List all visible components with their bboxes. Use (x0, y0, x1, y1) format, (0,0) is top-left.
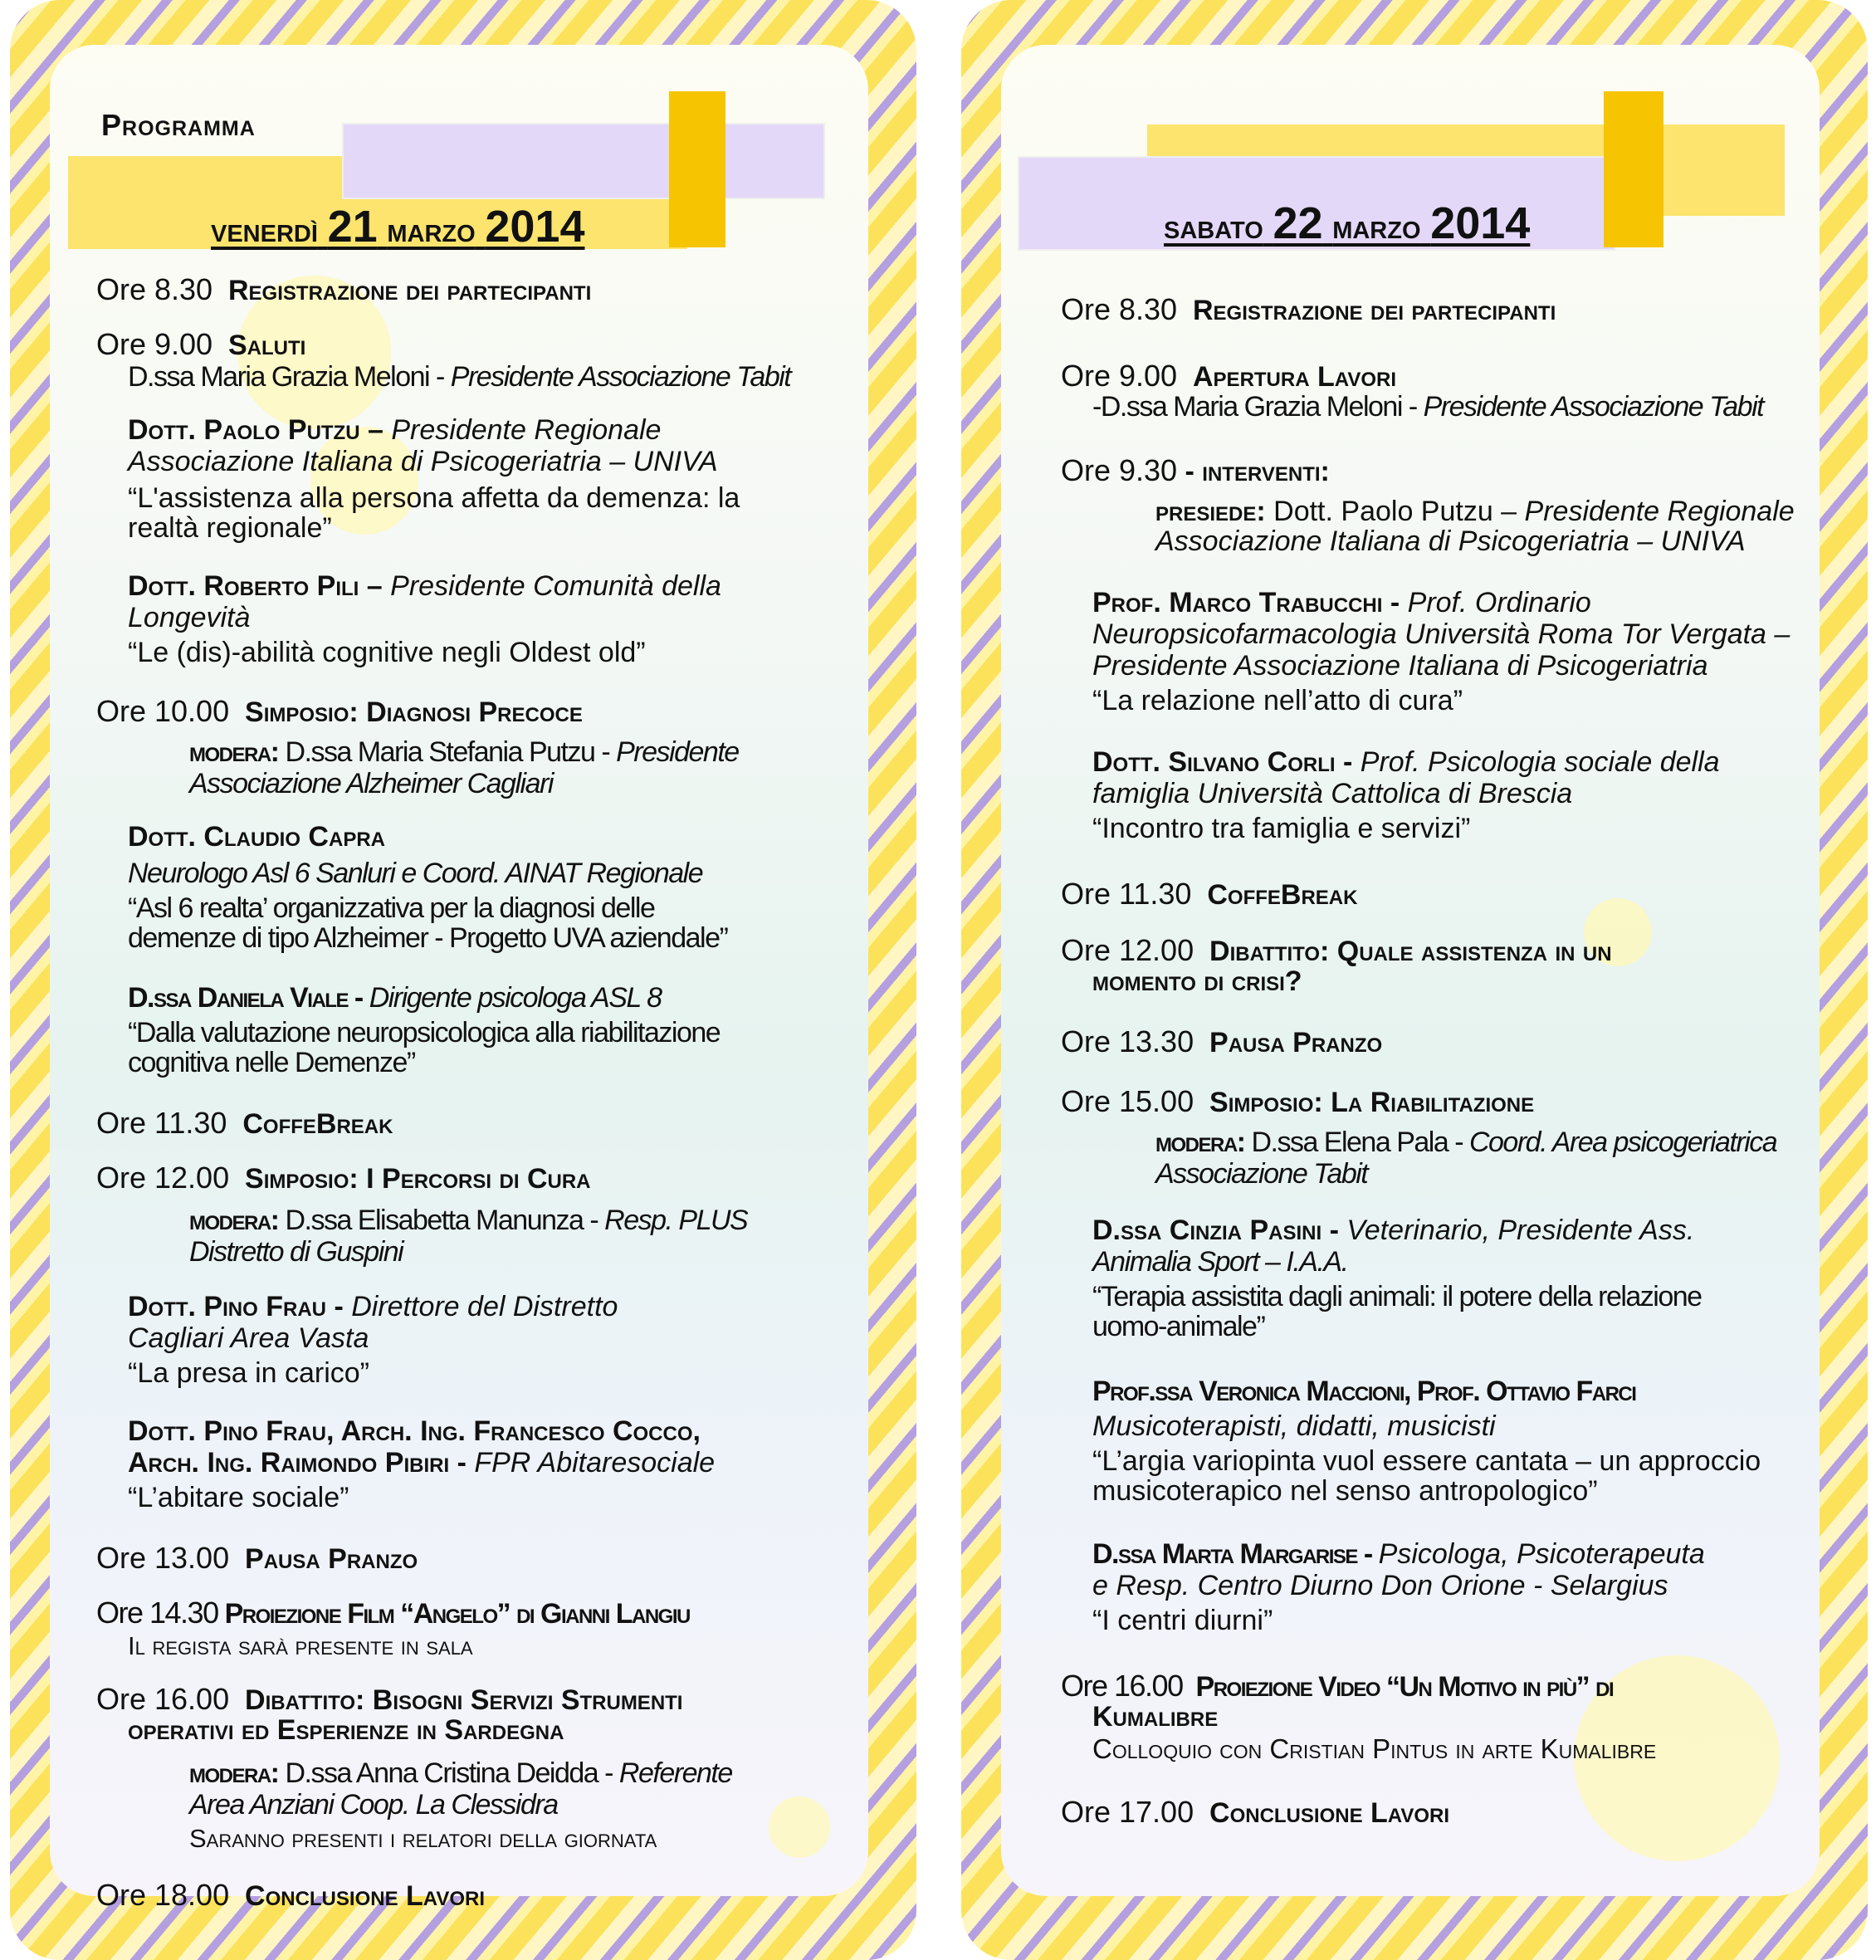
day-title-saturday: sabato 22 marzo 2014 (1164, 198, 1531, 248)
schedule-title-cont: operativi ed Esperienze in Sardegna (128, 1714, 564, 1746)
talk-title: “Le (dis)-abilità cognitive negli Oldest old” (128, 637, 646, 668)
schedule-item: Ore 16.00 Dibattito: Bisogni Servizi Strumenti (96, 1682, 683, 1716)
speaker-role: Cagliari Area Vasta (128, 1322, 369, 1354)
speaker-line: D.ssa Maria Grazia Meloni - Presidente Associazione Tabit (128, 361, 791, 393)
speaker-role: famiglia Università Cattolica di Brescia (1092, 778, 1573, 809)
speaker-line: -D.ssa Maria Grazia Meloni - Presidente Associazione Tabit (1092, 391, 1764, 423)
speaker-line: Dott. Silvano Corli - Prof. Psicologia sociale della (1092, 746, 1720, 778)
talk-title: “Asl 6 realta’ organizzativa per la diagnosi delle (128, 892, 655, 924)
talk-title: “L’abitare sociale” (128, 1482, 349, 1513)
schedule-title-cont: Kumalibre (1092, 1701, 1219, 1733)
speaker-name: Dott. Claudio Capra (128, 821, 385, 853)
schedule-item: Ore 14.30 Proiezione Film “Angelo” di Gianni Langiu (96, 1596, 690, 1630)
header-gold-bar (1604, 91, 1663, 247)
speaker-line: Dott. Paolo Putzu – Presidente Regionale (128, 414, 662, 446)
speaker-role: Animalia Sport – I.A.A. (1092, 1246, 1348, 1278)
talk-title: uomo-animale” (1092, 1311, 1265, 1342)
schedule-item: Ore 10.00 Simposio: Diagnosi Precoce (96, 694, 583, 728)
speaker-line: Arch. Ing. Raimondo Pibiri - FPR Abitaresociale (128, 1447, 716, 1479)
speaker-line: D.ssa Cinzia Pasini - Veterinario, Presidente Ass. (1092, 1215, 1695, 1246)
talk-title: “Incontro tra famiglia e servizi” (1092, 813, 1471, 844)
header-gold-bar (669, 91, 725, 247)
moderator-line: modera: D.ssa Elisabetta Manunza - Resp. PLUS (189, 1205, 748, 1236)
note-line: Il regista sarà presente in sala (128, 1631, 473, 1660)
schedule-item: Ore 12.00 Dibattito: Quale assistenza in un (1061, 933, 1612, 967)
talk-title: “La presa in carico” (128, 1357, 370, 1389)
schedule-item: Ore 8.30 Registrazione dei partecipanti (96, 272, 592, 306)
speaker-name: Dott. Pino Frau, Arch. Ing. Francesco Cocco, (128, 1415, 701, 1447)
speaker-line: Prof. Marco Trabucchi - Prof. Ordinario (1092, 587, 1591, 618)
speaker-role: Presidente Associazione Italiana di Psicogeriatria (1092, 650, 1708, 682)
moderator-role: Associazione Alzheimer Cagliari (189, 768, 553, 799)
talk-title: realtà regionale” (128, 512, 332, 544)
schedule-item: Ore 17.00 Conclusione Lavori (1061, 1795, 1450, 1829)
decorative-circle (769, 1796, 830, 1858)
moderator-line: presiede: Dott. Paolo Putzu – Presidente Regionale (1155, 496, 1795, 527)
talk-title: “Terapia assistita dagli animali: il potere della relazione (1092, 1281, 1702, 1312)
schedule-item: Ore 18.00 Conclusione Lavori (96, 1878, 486, 1912)
schedule-item: Ore 15.00 Simposio: La Riabilitazione (1061, 1084, 1535, 1118)
talk-title: “L'assistenza alla persona affetta da demenza: la (128, 482, 740, 514)
schedule-item: Ore 16.00 Proiezione Video “Un Motivo in più” di (1061, 1669, 1614, 1703)
moderator-line: modera: D.ssa Elena Pala - Coord. Area psicogeriatrica (1155, 1127, 1777, 1158)
day-title-friday: venerdì 21 marzo 2014 (211, 202, 585, 252)
speaker-role: Musicoterapisti, didatti, musicisti (1092, 1410, 1496, 1442)
speaker-line: Dott. Roberto Pili – Presidente Comunità della (128, 570, 721, 602)
moderator-role: Associazione Italiana di Psicogeriatria – UNIVA (1155, 525, 1746, 557)
moderator-role: Distretto di Guspini (189, 1236, 403, 1268)
schedule-item: Ore 11.30 CoffeBreak (96, 1106, 393, 1140)
schedule-item: Ore 13.00 Pausa Pranzo (96, 1541, 418, 1575)
talk-title: cognitiva nelle Demenze” (128, 1047, 415, 1078)
schedule-title-cont: momento di crisi? (1092, 965, 1302, 997)
schedule-item: Ore 9.00 Saluti (96, 327, 306, 361)
schedule-item: Ore 9.30 - interventi: (1061, 453, 1330, 487)
moderator-line: modera: D.ssa Anna Cristina Deidda - Referente (189, 1757, 732, 1789)
talk-title: demenze di tipo Alzheimer - Progetto UVA aziendale” (128, 922, 728, 954)
talk-title: “Dalla valutazione neuropsicologica alla riabilitazione (128, 1017, 721, 1048)
moderator-line: modera: D.ssa Maria Stefania Putzu - Presidente (189, 736, 739, 768)
schedule-item: Ore 12.00 Simposio: I Percorsi di Cura (96, 1161, 591, 1195)
note-line: Colloquio con Cristian Pintus in arte Kumalibre (1092, 1733, 1657, 1764)
talk-title: musicoterapico nel senso antropologico” (1092, 1475, 1598, 1507)
talk-title: “L’argia variopinta vuol essere cantata – un approccio (1092, 1445, 1761, 1477)
moderator-role: Area Anziani Coop. La Clessidra (189, 1789, 558, 1821)
speaker-line: D.ssa Marta Margarise - Psicologa, Psicoterapeuta (1092, 1538, 1705, 1570)
schedule-item: Ore 8.30 Registrazione dei partecipanti (1061, 292, 1556, 326)
schedule-item: Ore 13.30 Pausa Pranzo (1061, 1024, 1383, 1058)
talk-title: “I centri diurni” (1092, 1605, 1273, 1636)
talk-title: “La relazione nell’atto di cura” (1092, 685, 1463, 716)
schedule-item: Ore 11.30 CoffeBreak (1061, 877, 1358, 911)
speaker-name: Prof.ssa Veronica Maccioni, Prof. Ottavio Farci (1092, 1376, 1636, 1407)
speaker-role: e Resp. Centro Diurno Don Orione - Selargius (1092, 1570, 1668, 1601)
speaker-line: Dott. Pino Frau - Direttore del Distretto (128, 1291, 618, 1322)
header-lavender-band (342, 123, 825, 199)
speaker-role: Neurologo Asl 6 Sanluri e Coord. AINAT Regionale (128, 858, 703, 889)
schedule-item: Ore 9.00 Apertura Lavori (1061, 359, 1396, 393)
speaker-line: D.ssa Daniela Viale - Dirigente psicologa ASL 8 (128, 982, 662, 1014)
speaker-role: Neuropsicofarmacologia Università Roma Tor Vergata – (1092, 618, 1791, 650)
note-line: Saranno presenti i relatori della giornata (189, 1824, 657, 1853)
program-title: Programma (101, 108, 256, 142)
speaker-role: Longevità (128, 602, 251, 633)
speaker-role: Associazione Italiana di Psicogeriatria – UNIVA (128, 446, 718, 477)
moderator-role: Associazione Tabit (1155, 1158, 1368, 1190)
